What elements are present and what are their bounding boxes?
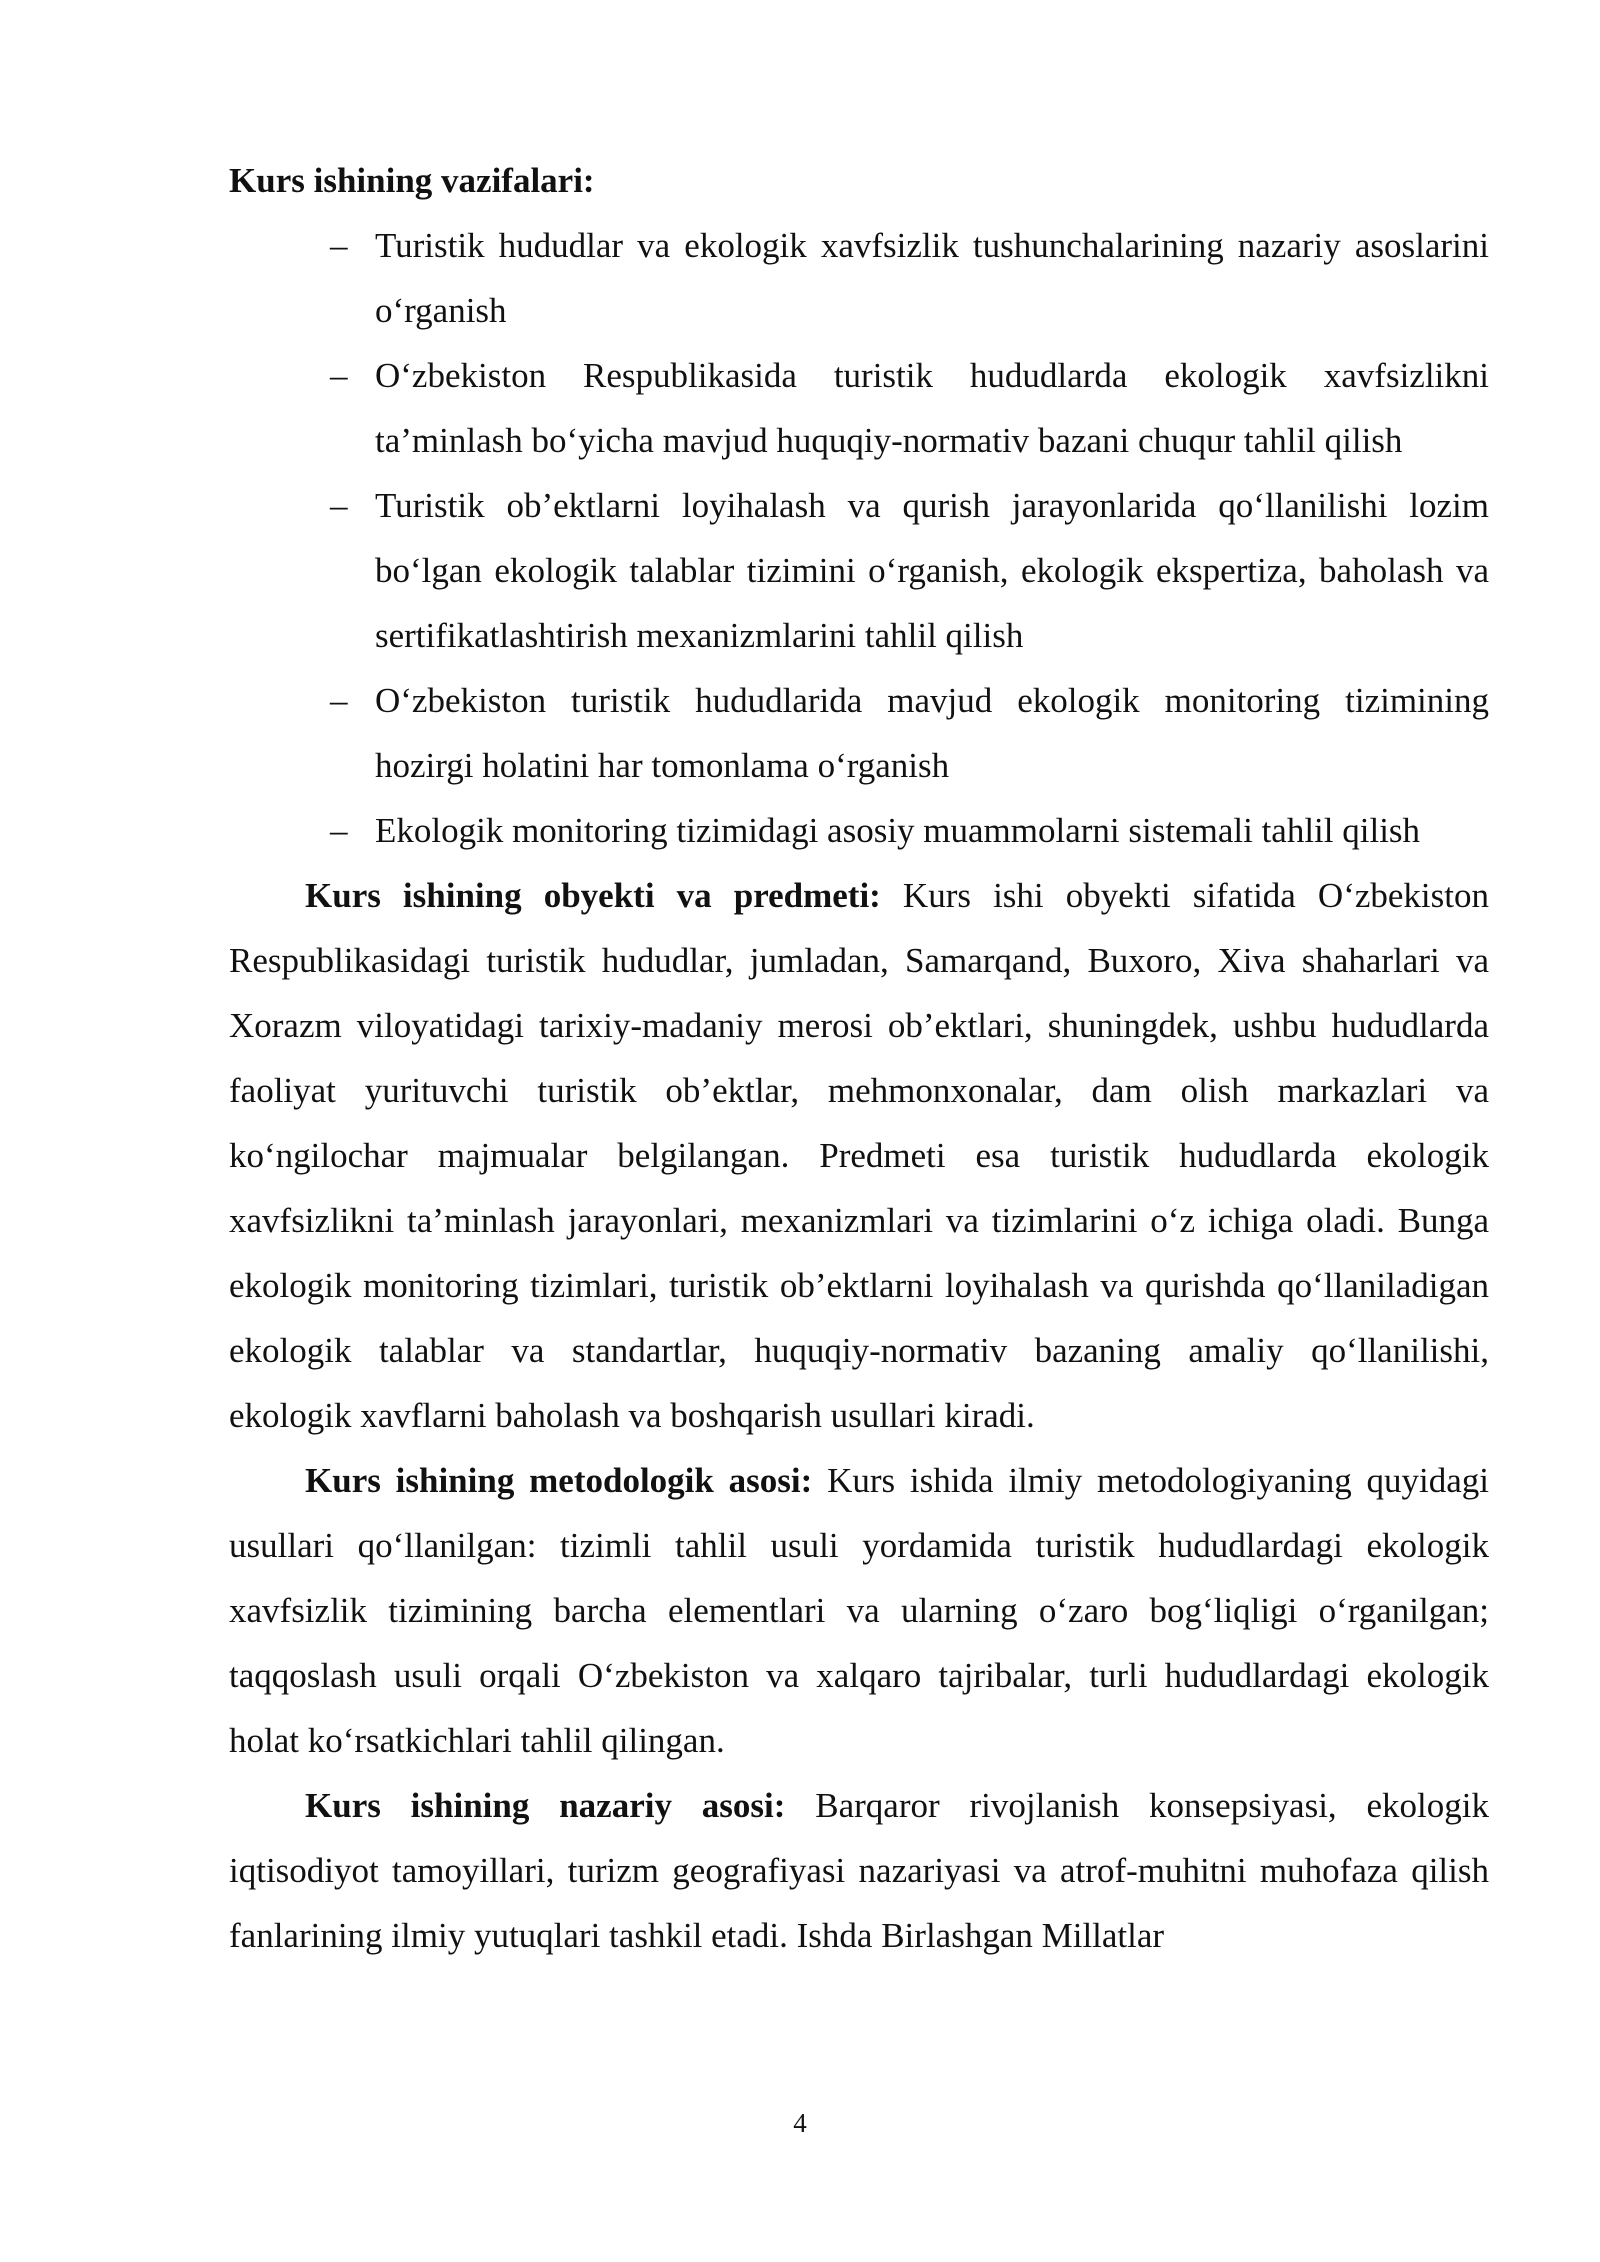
list-item-text: O‘zbekiston Respublikasida turistik hududlarda ekologik xavfsizlikni ta’minlash bo‘yicha mavjud huquqiy-normativ bazani chuqur tahlil qilish	[375, 356, 1489, 460]
tasks-list	[229, 213, 1489, 863]
dash-bullet-icon: –	[330, 356, 348, 395]
list-item-text: Ekologik monitoring tizimidagi asosiy muammolarni sistemali tahlil qilish	[375, 811, 1421, 850]
dash-bullet-icon: –	[330, 681, 348, 720]
list-item-text: O‘zbekiston turistik hududlarida mavjud ekologik monitoring tizimining hozirgi holatini har tomonlama o‘rganish	[375, 681, 1489, 785]
tasks-heading: Kurs ishining vazifalari:	[229, 161, 595, 200]
dash-bullet-icon: –	[330, 811, 348, 850]
paragraph-lead: Kurs ishining obyekti va predmeti:	[305, 876, 881, 915]
paragraph-lead: Kurs ishining metodologik asosi:	[305, 1461, 813, 1500]
object-subject-paragraph	[229, 863, 1489, 1448]
methodological-paragraph	[229, 1448, 1489, 1773]
list-item	[330, 343, 1489, 473]
page-number: 4	[793, 2108, 807, 2138]
dash-bullet-icon: –	[330, 226, 348, 265]
paragraph-text: Kurs ishi obyekti sifatida O‘zbekiston Respublikasidagi turistik hududlar, jumladan, Samarqand, Buxoro, Xiva shaharlari va Xorazm viloyatidagi tarixiy-madaniy merosi ob’ektlari, shuningdek, ushbu hududlarda faoliyat yurituvchi turistik ob’ektlar, mehmonxonalar, dam olish markazlari va ko‘ngilochar majmualar belgilangan. Predmeti esa turistik hududlarda ekologik xavfsizlikni ta’minlash jarayonlari, mexanizmlari va tizimlarini o‘z ichiga oladi. Bunga ekologik monitoring tizimlari, turistik ob’ektlarni loyihalash va qurishda qo‘llaniladigan ekologik talablar va standartlar, huquqiy-normativ bazaning amaliy qo‘llanilishi, ekologik xavflarni baholash va boshqarish usullari kiradi.	[229, 876, 1489, 1435]
list-item	[330, 473, 1489, 668]
paragraph-lead: Kurs ishining nazariy asosi:	[305, 1786, 786, 1825]
list-item	[330, 213, 1489, 343]
list-item	[330, 668, 1489, 798]
page-body	[229, 148, 1489, 1968]
paragraph-text: Barqaror rivojlanish konsepsiyasi, ekologik iqtisodiyot tamoyillari, turizm geografiyasi nazariyasi va atrof-muhitni muhofaza qilish fanlarining ilmiy yutuqlari tashkil etadi. Ishda Birlashgan Millatlar	[229, 1786, 1489, 1955]
list-item-text: Turistik hududlar va ekologik xavfsizlik tushunchalarining nazariy asoslarini o‘rganish	[375, 226, 1489, 330]
list-item	[330, 798, 1489, 863]
theoretical-paragraph	[229, 1773, 1489, 1968]
list-item-text: Turistik ob’ektlarni loyihalash va qurish jarayonlarida qo‘llanilishi lozim bo‘lgan ekologik talablar tizimini o‘rganish, ekologik ekspertiza, baholash va sertifikatlashtirish mexanizmlarini tahlil qilish	[375, 486, 1489, 655]
dash-bullet-icon: –	[330, 486, 348, 525]
paragraph-text: Kurs ishida ilmiy metodologiyaning quyidagi usullari qo‘llanilgan: tizimli tahlil usuli yordamida turistik hududlardagi ekologik xavfsizlik tizimining barcha elementlari va ularning o‘zaro bog‘liqligi o‘rganilgan; taqqoslash usuli orqali O‘zbekiston va xalqaro tajribalar, turli hududlardagi ekologik holat ko‘rsatkichlari tahlil qilingan.	[229, 1461, 1489, 1760]
